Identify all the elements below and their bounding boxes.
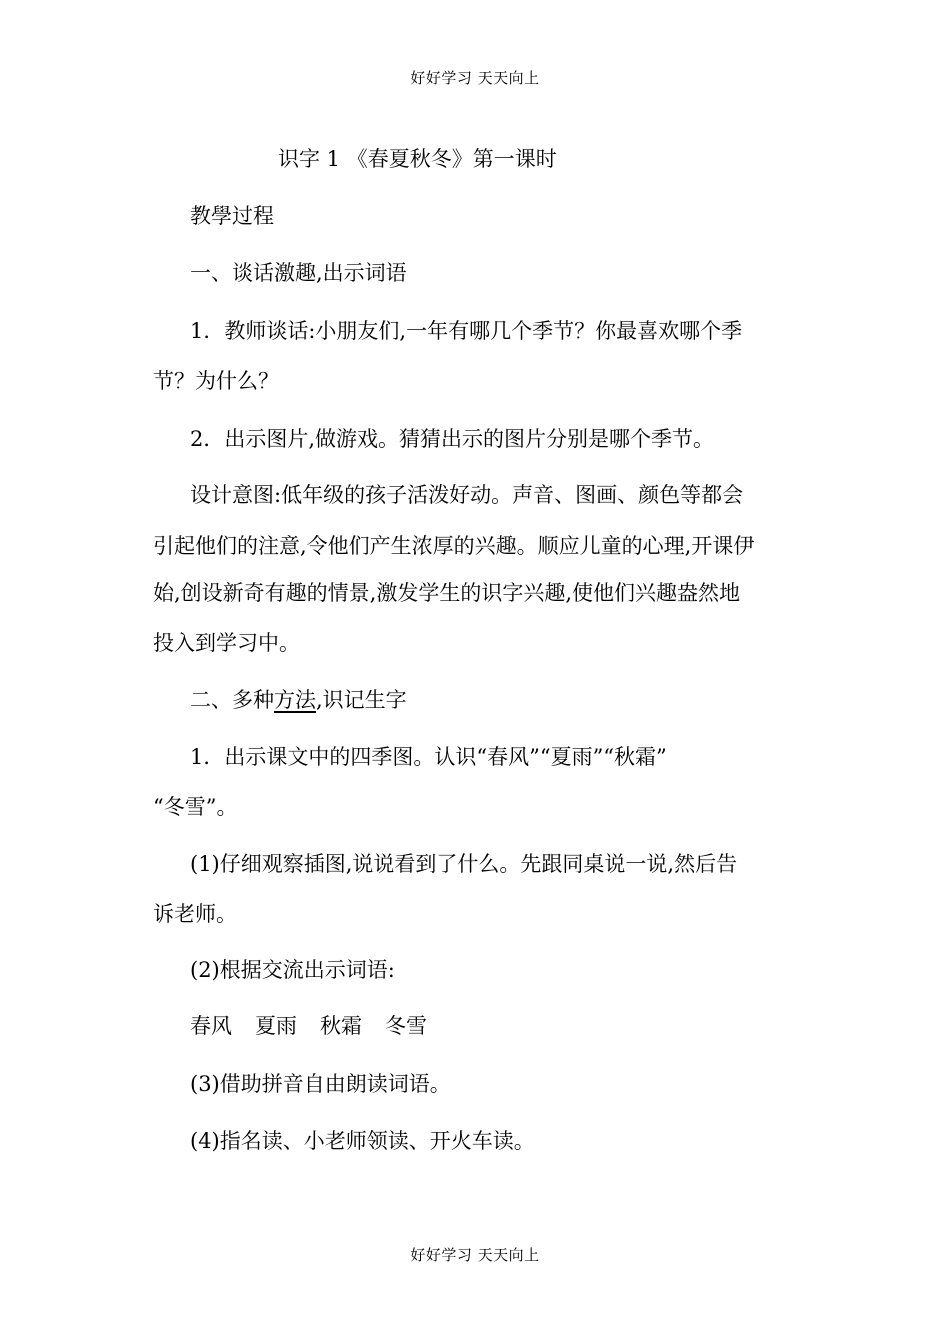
- lesson-title: 识字 1 《春夏秋冬》第一课时: [278, 147, 557, 171]
- page-header: 好好学习 天天向上: [410, 69, 540, 87]
- word-item: 春风: [190, 1014, 232, 1038]
- part2-heading-post: ,识记生字: [316, 688, 407, 712]
- part2-sub1-line1: (1)仔细观察插图,说说看到了什么。先跟同桌说一说,然后告: [190, 852, 738, 876]
- part2-item1-line1: 1．出示课文中的四季图。认识“春风”“夏雨”“秋霜”: [190, 745, 667, 769]
- part1-item2: 2．出示图片,做游戏。猜猜出示的图片分别是哪个季节。: [190, 427, 715, 451]
- section-heading: 教學过程: [190, 204, 274, 228]
- method-link[interactable]: 方法: [274, 688, 316, 712]
- part1-item1-line2: 节？为什么？: [153, 369, 279, 393]
- vocabulary-words: [190, 1012, 450, 1040]
- design-intent-line1: 设计意图:低年级的孩子活泼好动。声音、图画、颜色等都会: [190, 483, 744, 507]
- word-item: 冬雪: [385, 1014, 427, 1038]
- part2-heading-pre: 二、多种: [190, 688, 274, 712]
- part2-heading: [190, 686, 850, 714]
- part2-item1-line2: “冬雪”。: [153, 795, 238, 819]
- design-intent-line3: 始,创设新奇有趣的情景,激发学生的识字兴趣,使他们兴趣盎然地: [153, 581, 741, 605]
- design-intent-line4: 投入到学习中。: [153, 631, 300, 655]
- part1-item1-line1: 1．教师谈话:小朋友们,一年有哪几个季节？你最喜欢哪个季: [190, 319, 743, 343]
- part1-heading: 一、谈话激趣,出示词语: [190, 261, 407, 285]
- part2-sub1-line2: 诉老师。: [153, 902, 237, 926]
- word-item: 秋霜: [320, 1014, 362, 1038]
- design-intent-line2: 引起他们的注意,令他们产生浓厚的兴趣。顺应儿童的心理,开课伊: [153, 534, 755, 558]
- word-item: 夏雨: [255, 1014, 297, 1038]
- part2-sub3: (3)借助拼音自由朗读词语。: [190, 1072, 451, 1096]
- part2-sub4: (4)指名读、小老师领读、开火车读。: [190, 1129, 535, 1153]
- part2-sub2: (2)根据交流出示词语:: [190, 958, 395, 982]
- page-footer: 好好学习 天天向上: [410, 1246, 540, 1264]
